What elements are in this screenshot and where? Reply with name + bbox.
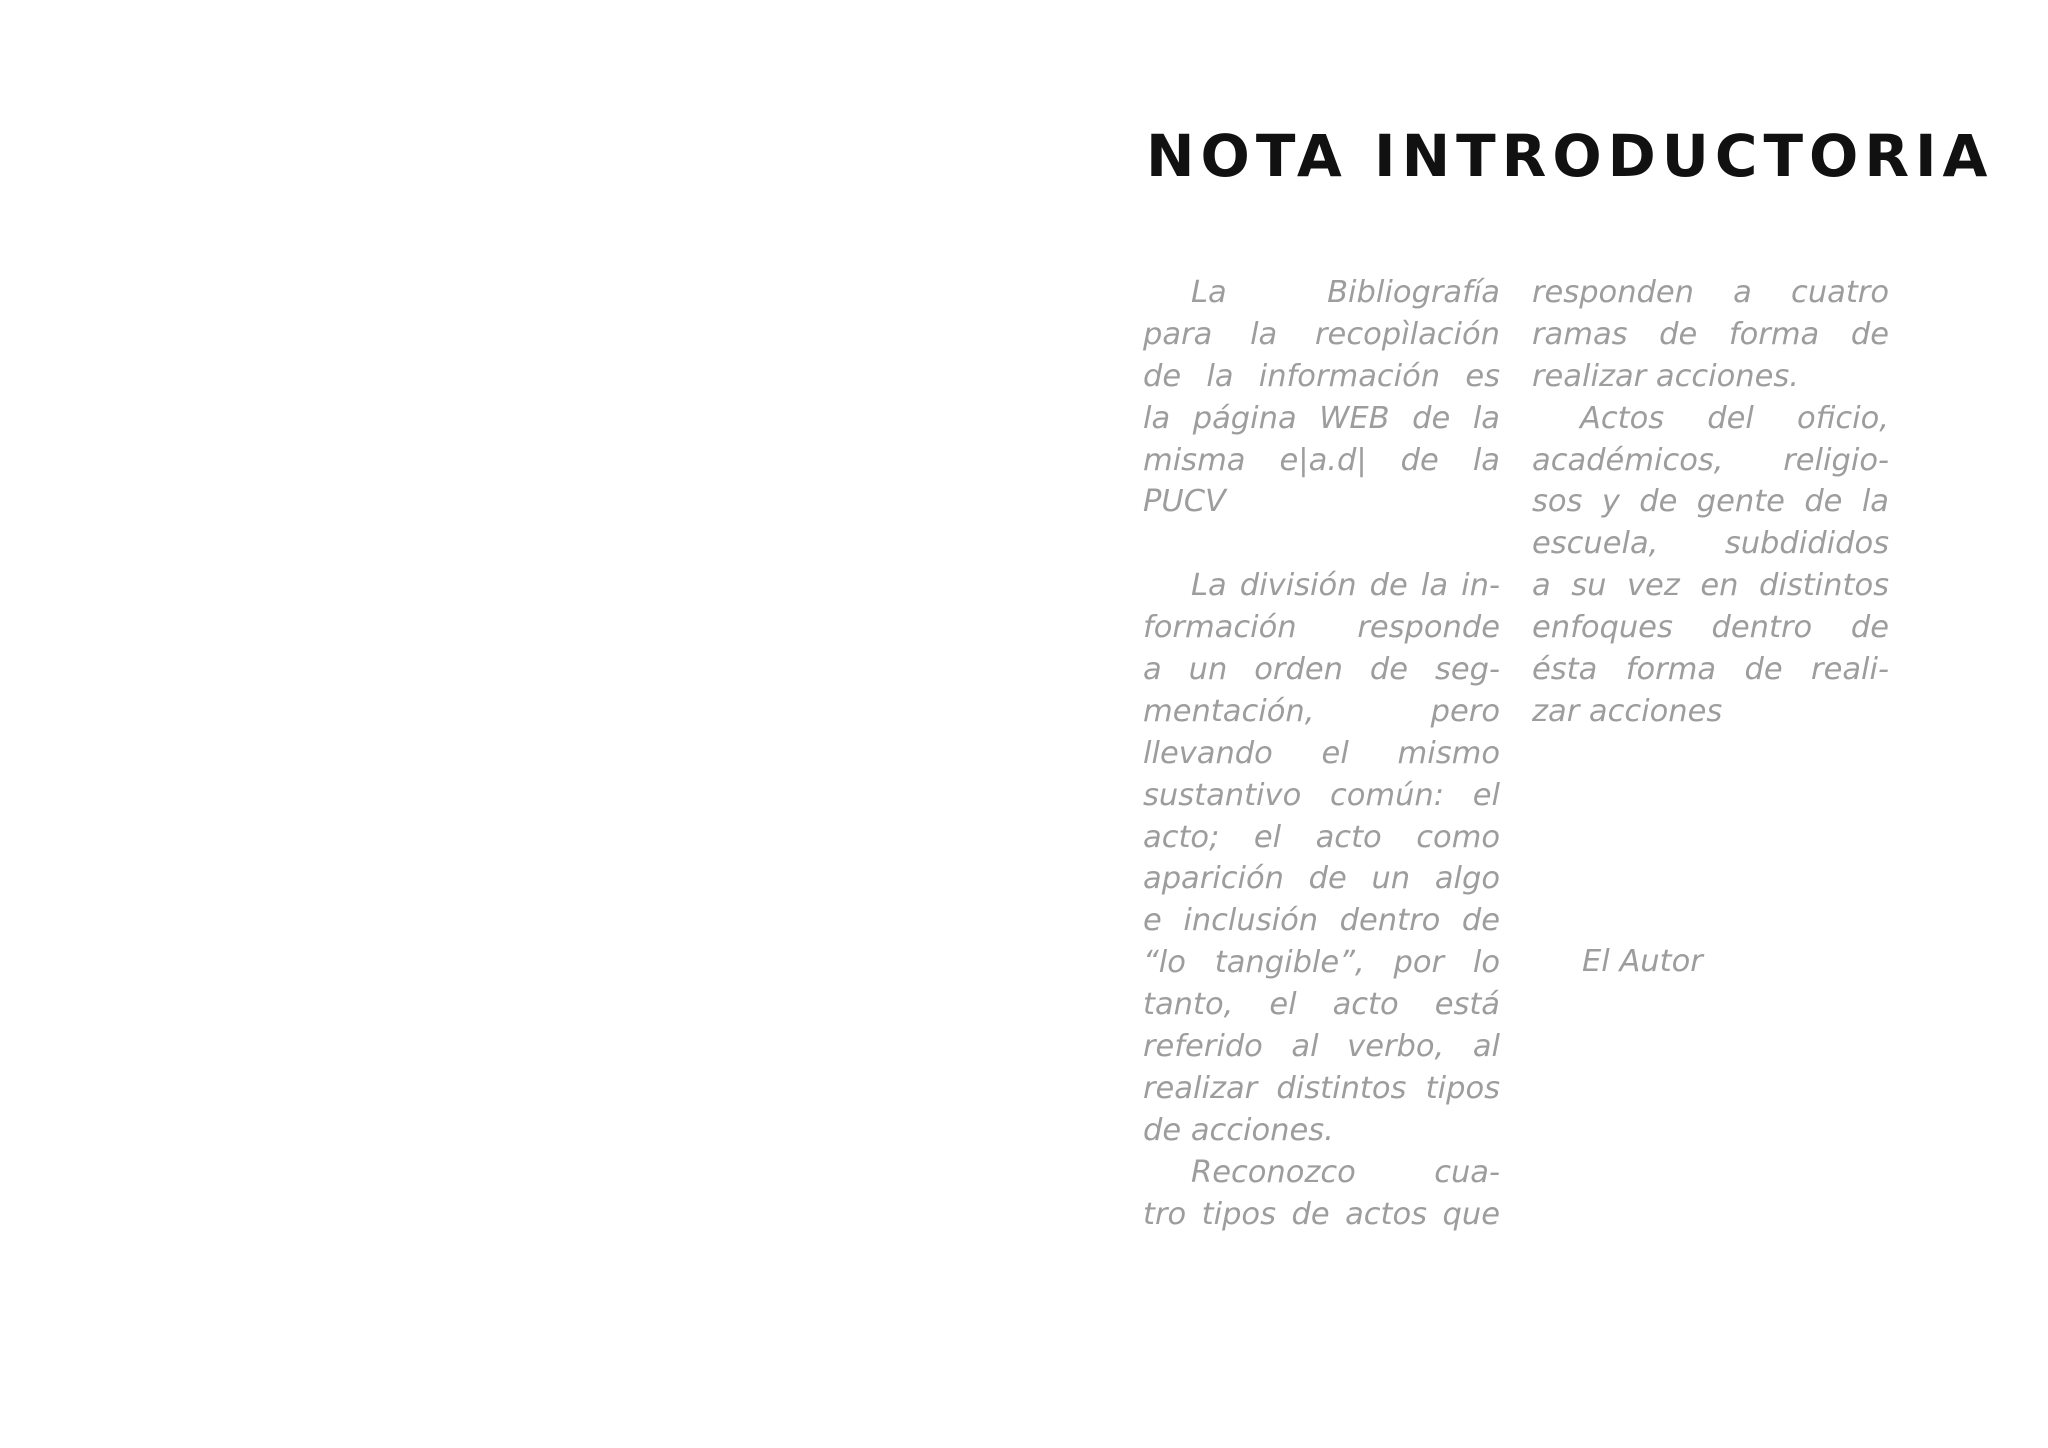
text-line: mentación, pero — [1143, 693, 1500, 729]
text-line: sos y de gente de la — [1532, 484, 1889, 520]
text-line: tro tipos de actos que — [1143, 1196, 1500, 1232]
text-column-left — [1143, 272, 1500, 1235]
text-line: para la recopìlación — [1143, 316, 1500, 352]
text-line: misma e|a.d| de la — [1143, 442, 1500, 478]
text-line: ramas de forma de — [1532, 316, 1889, 352]
paragraph-recognize — [1143, 1152, 1500, 1236]
paragraph-bibliography — [1143, 272, 1500, 523]
text-line: a su vez en distintos — [1532, 568, 1889, 604]
paragraph-gap — [1143, 523, 1500, 565]
text-line: zar acciones — [1532, 693, 1723, 729]
text-line: realizar distintos tipos — [1143, 1070, 1500, 1106]
text-line: escuela, subdididos — [1532, 526, 1889, 562]
text-line: aparición de un algo — [1143, 861, 1500, 897]
paragraph-division — [1143, 565, 1500, 1151]
paragraph-acts — [1532, 398, 1889, 733]
text-line: enfoques dentro de — [1532, 610, 1889, 646]
author-signature: El Autor — [1582, 944, 1703, 979]
text-line: ésta forma de reali- — [1532, 652, 1889, 688]
text-column-right — [1532, 272, 1889, 733]
text-line: de la información es — [1143, 358, 1500, 394]
text-line: académicos, religio- — [1532, 442, 1889, 478]
text-line: acto; el acto como — [1143, 819, 1500, 855]
text-line: sustantivo común: el — [1143, 777, 1500, 813]
text-line: referido al verbo, al — [1143, 1029, 1500, 1065]
text-line: Reconozco cua- — [1191, 1154, 1500, 1190]
text-line: a un orden de seg- — [1143, 652, 1500, 688]
paragraph-branches — [1532, 272, 1889, 398]
text-line: tanto, el acto está — [1143, 987, 1500, 1023]
text-line: La Bibliografía — [1191, 275, 1500, 310]
text-line: formación responde — [1143, 610, 1500, 646]
text-line: de acciones. — [1143, 1112, 1334, 1148]
text-line: la página WEB de la — [1143, 400, 1500, 436]
text-line: llevando el mismo — [1143, 735, 1500, 771]
text-line: La división de la in- — [1191, 568, 1500, 604]
text-line: “lo tangible”, por lo — [1143, 945, 1500, 981]
text-line: Actos del oficio, — [1580, 400, 1889, 436]
text-line: e inclusión dentro de — [1143, 903, 1500, 939]
text-line: PUCV — [1143, 484, 1226, 520]
text-line: responden a cuatro — [1532, 275, 1889, 310]
text-line: realizar acciones. — [1532, 358, 1799, 394]
page-title: NOTA INTRODUCTORIA — [1146, 122, 1994, 190]
